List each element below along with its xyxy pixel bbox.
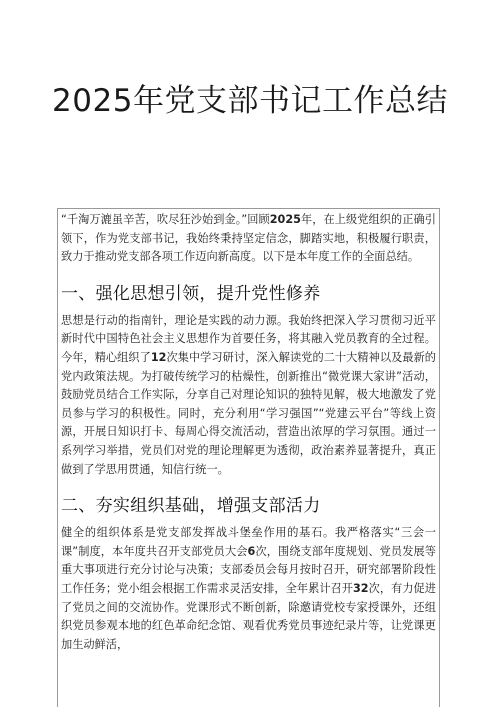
intro-year: 2025 — [269, 213, 301, 226]
intro-paragraph — [61, 211, 436, 267]
section-1-text-a: 思想是行动的指南针，理论是实践的动力源。我始终把深入学习贯彻习近平新时代中国特色社会主义思想作为首要任务，将其融入党员教育的全过程。今年，精心组织了 — [61, 313, 436, 364]
section-heading-1: 一、强化思想引领，提升党性修养 — [61, 283, 321, 304]
intro-text-b: 年，在上级党组织的正确引领下，作为党支部书记，我始终秉持坚定信念，脚踏实地，积极履行职责，致力于推动党支部各项工作迈向新高度。以下是本年度工作的全面总结。 — [61, 213, 436, 264]
section-1-paragraph — [61, 312, 436, 479]
section-1-text-b: 次集中学习研讨，深入解读党的二十大精神以及最新的党内政策法规。为打破传统学习的枯燥性，创新推出“微党课大家讲”活动，鼓励党员结合工作实际，分享自己对理论知识的独特见解，极大地激发了党员参与学习的积极性。同时，充分利用“学习强国”“党建云平台”等线上资源，开展日知识打卡、每周心得交流活动，营造出浓厚的学习氛围。通过一系列学习举措，党员们对党的理论理解更为透彻，政治素养显著提升，真正做到了学思用贯通，知信行统一。 — [61, 350, 436, 476]
document-body — [57, 208, 440, 707]
section-2-number-2: 32 — [353, 581, 369, 595]
section-heading-2: 二、夯实组织基础，增强支部活力 — [61, 496, 321, 517]
section-2-paragraph — [61, 524, 436, 654]
document-title: 2025年党支部书记工作总结 — [52, 83, 448, 119]
section-2-text-c: 次，有力促进了党员之间的交流协作。党课形式不断创新，除邀请党校专家授课外，还组织党员参观本地的红色革命纪念馆、观看优秀党员事迹纪录片等，让党课更加生动鲜活， — [61, 581, 436, 651]
intro-text-a: “千淘万漉虽辛苦，吹尽狂沙始到金。”回顾 — [61, 213, 270, 226]
section-2-number-1: 6 — [247, 544, 256, 558]
section-1-number: 12 — [150, 350, 167, 364]
section-2-text-b: 次，围绕支部年度规划、党员发展等重大事项进行充分讨论与决策；支部委员会每月按时召开，研究部署阶段性工作任务；党小组会根据工作需求灵活安排，全年累计召开 — [61, 544, 436, 595]
section-2-text-a: 健全的组织体系是党支部发挥战斗堡垒作用的基石。我严格落实“三会一课”制度，本年度共召开支部党员大会 — [61, 526, 436, 558]
